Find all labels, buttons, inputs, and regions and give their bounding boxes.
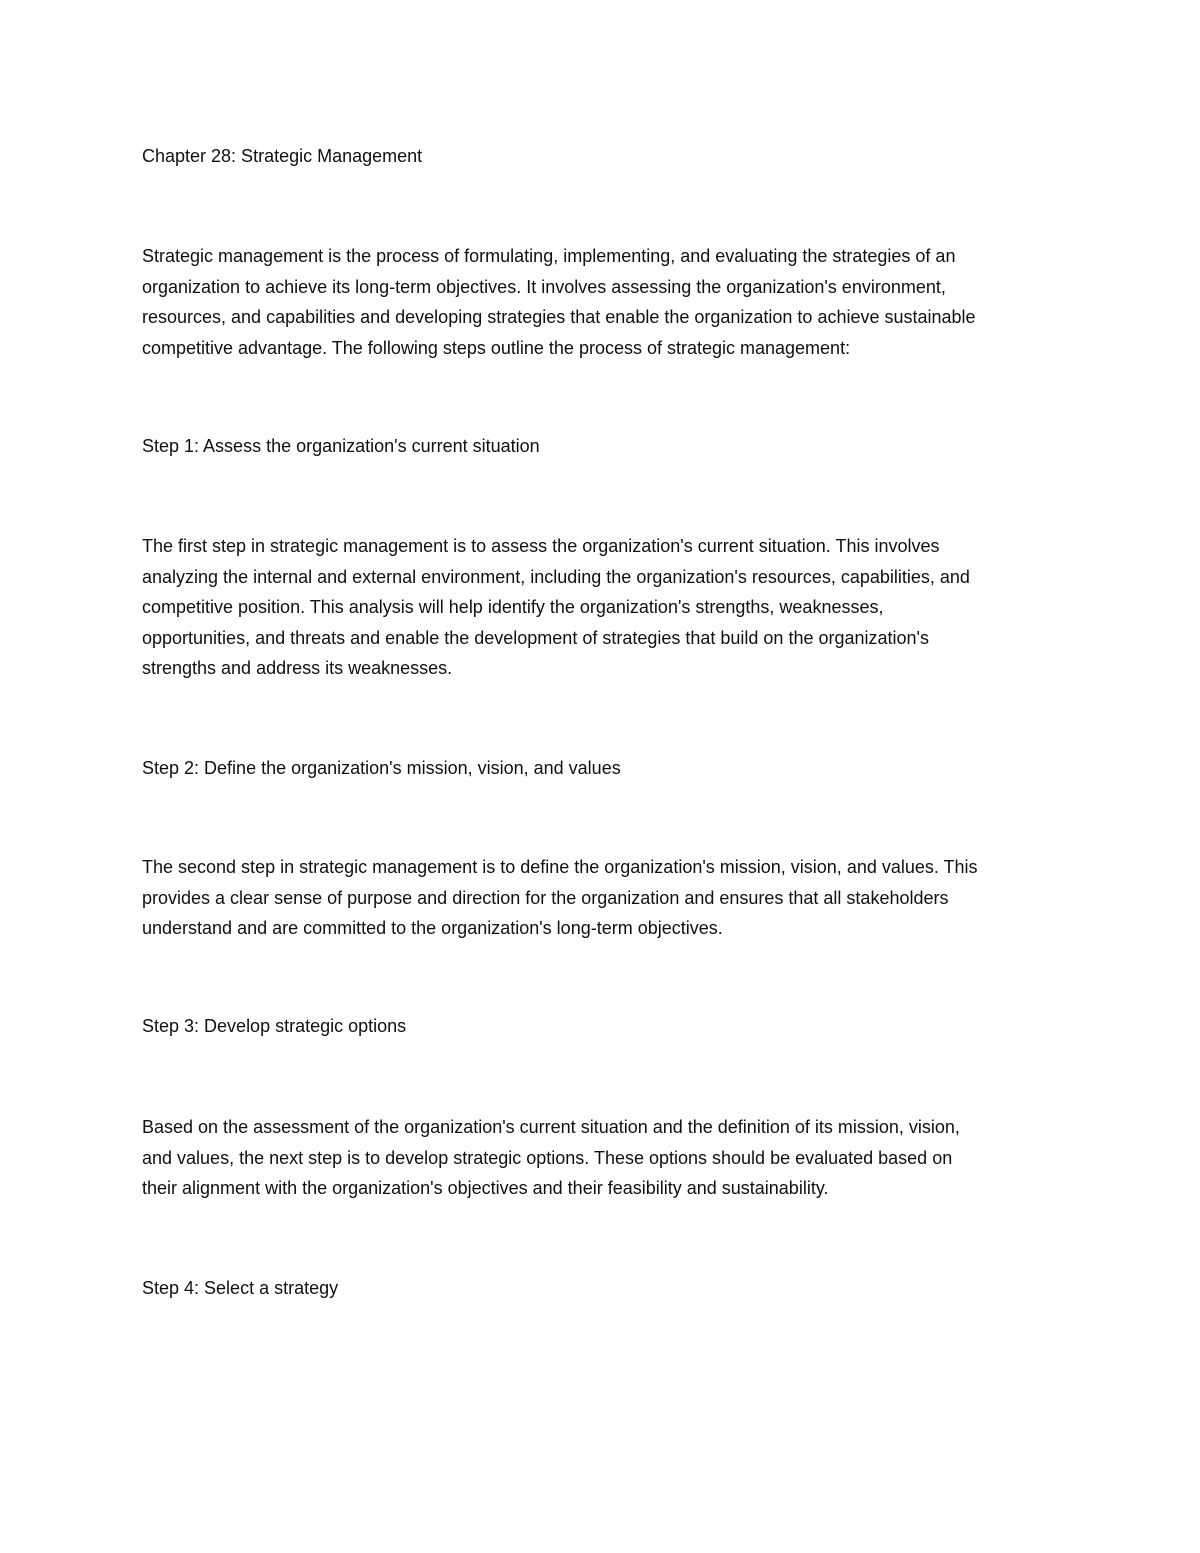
step3-line: Based on the assessment of the organization's current situation and the definition of its mission, vision, (142, 1117, 960, 1137)
chapter-title (142, 141, 1072, 172)
step1-line: strengths and address its weaknesses. (142, 658, 453, 678)
intro-line: organization to achieve its long-term objectives. It involves assessing the organization's environment, (142, 276, 946, 297)
step1-paragraph (142, 531, 1072, 684)
chapter-title-text: Chapter 28: Strategic Management (142, 146, 423, 166)
intro-paragraph (142, 241, 1072, 363)
step2-line: The second step in strategic management is to define the organization's mission, vision, and values. This (142, 857, 978, 877)
intro-line: Strategic management is the process of formulating, implementing, and evaluating the strategies of an (142, 246, 956, 266)
step3-line: their alignment with the organization's objectives and their feasibility and sustainability. (142, 1178, 829, 1198)
step1-heading (142, 431, 1072, 462)
intro-line: competitive advantage. The following steps outline the process of strategic management: (142, 337, 851, 358)
step3-line: and values, the next step is to develop strategic options. These options should be evaluated based on (142, 1147, 953, 1168)
step3-heading-text: Step 3: Develop strategic options (142, 1016, 407, 1036)
step1-line: analyzing the internal and external environment, including the organization's resources, capabilities, and (142, 566, 970, 587)
step2-line: provides a clear sense of purpose and direction for the organization and ensures that all stakeholders (142, 887, 949, 908)
intro-line: resources, and capabilities and developing strategies that enable the organization to achieve sustainable (142, 307, 976, 327)
step4-heading (142, 1273, 1072, 1304)
step1-line: opportunities, and threats and enable the development of strategies that build on the organization's (142, 627, 929, 648)
step1-line: The first step in strategic management is to assess the organization's current situation. This involves (142, 536, 940, 556)
step3-heading (142, 1011, 1072, 1042)
step1-heading-text: Step 1: Assess the organization's current situation (142, 436, 540, 456)
step2-paragraph (142, 852, 1072, 944)
step2-heading (142, 753, 1072, 784)
step2-line: understand and are committed to the organization's long-term objectives. (142, 918, 723, 938)
step4-heading-text: Step 4: Select a strategy (142, 1278, 339, 1298)
step1-line: competitive position. This analysis will help identify the organization's strengths, weaknesses, (142, 597, 884, 617)
step2-heading-text: Step 2: Define the organization's mission, vision, and values (142, 758, 621, 778)
step3-paragraph (142, 1112, 1072, 1204)
